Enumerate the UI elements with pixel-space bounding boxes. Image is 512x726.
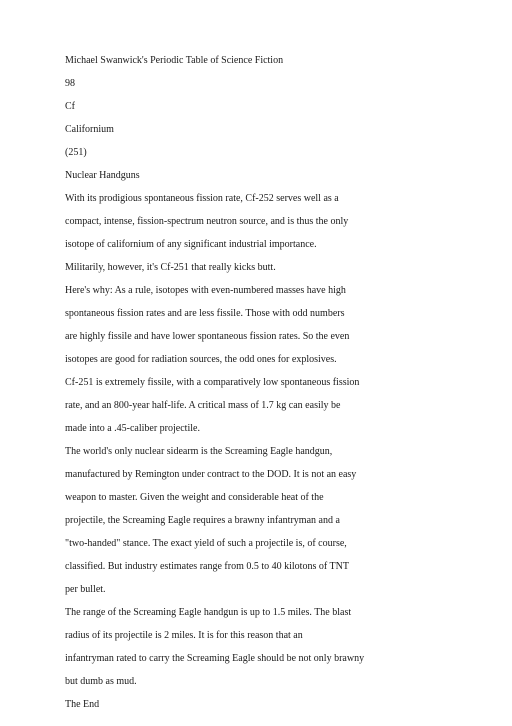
body-line: are highly fissile and have lower spontaneous fission rates. So the even	[65, 331, 350, 342]
body-line: made into a .45-caliber projectile.	[65, 423, 200, 434]
atomic-mass: (251)	[65, 147, 87, 158]
body-line: The world's only nuclear sidearm is the Screaming Eagle handgun,	[65, 446, 333, 457]
body-line: Militarily, however, it's Cf-251 that really kicks butt.	[65, 262, 276, 273]
body-line: weapon to master. Given the weight and considerable heat of the	[65, 492, 324, 503]
body-line: per bullet.	[65, 584, 106, 595]
story-title: Nuclear Handguns	[65, 170, 140, 181]
body-line: infantryman rated to carry the Screaming Eagle should be not only brawny	[65, 653, 365, 664]
body-line: rate, and an 800-year half-life. A critical mass of 1.7 kg can easily be	[65, 400, 341, 411]
body-line: but dumb as mud.	[65, 676, 137, 687]
body-line: Here's why: As a rule, isotopes with even-numbered masses have high	[65, 285, 346, 296]
body-line: Cf-251 is extremely fissile, with a comparatively low spontaneous fission	[65, 377, 360, 388]
body-line: compact, intense, fission-spectrum neutron source, and is thus the only	[65, 216, 349, 227]
body-line: isotopes are good for radiation sources, the odd ones for explosives.	[65, 354, 337, 365]
element-symbol: Cf	[65, 101, 75, 112]
document-header: Michael Swanwick's Periodic Table of Science Fiction	[65, 55, 284, 66]
atomic-number: 98	[65, 78, 75, 89]
body-line: spontaneous fission rates and are less fissile. Those with odd numbers	[65, 308, 345, 319]
element-name: Californium	[65, 124, 114, 135]
body-line: classified. But industry estimates range from 0.5 to 40 kilotons of TNT	[65, 561, 349, 572]
body-line: manufactured by Remington under contract to the DOD. It is not an easy	[65, 469, 357, 480]
body-line: projectile, the Screaming Eagle requires a brawny infantryman and a	[65, 515, 340, 526]
body-line: The range of the Screaming Eagle handgun is up to 1.5 miles. The blast	[65, 607, 352, 618]
body-line: "two-handed" stance. The exact yield of such a projectile is, of course,	[65, 538, 347, 549]
story-ending: The End	[65, 699, 100, 710]
body-line: With its prodigious spontaneous fission rate, Cf-252 serves well as a	[65, 193, 339, 204]
body-line: radius of its projectile is 2 miles. It is for this reason that an	[65, 630, 303, 641]
body-line: isotope of californium of any significant industrial importance.	[65, 239, 317, 250]
